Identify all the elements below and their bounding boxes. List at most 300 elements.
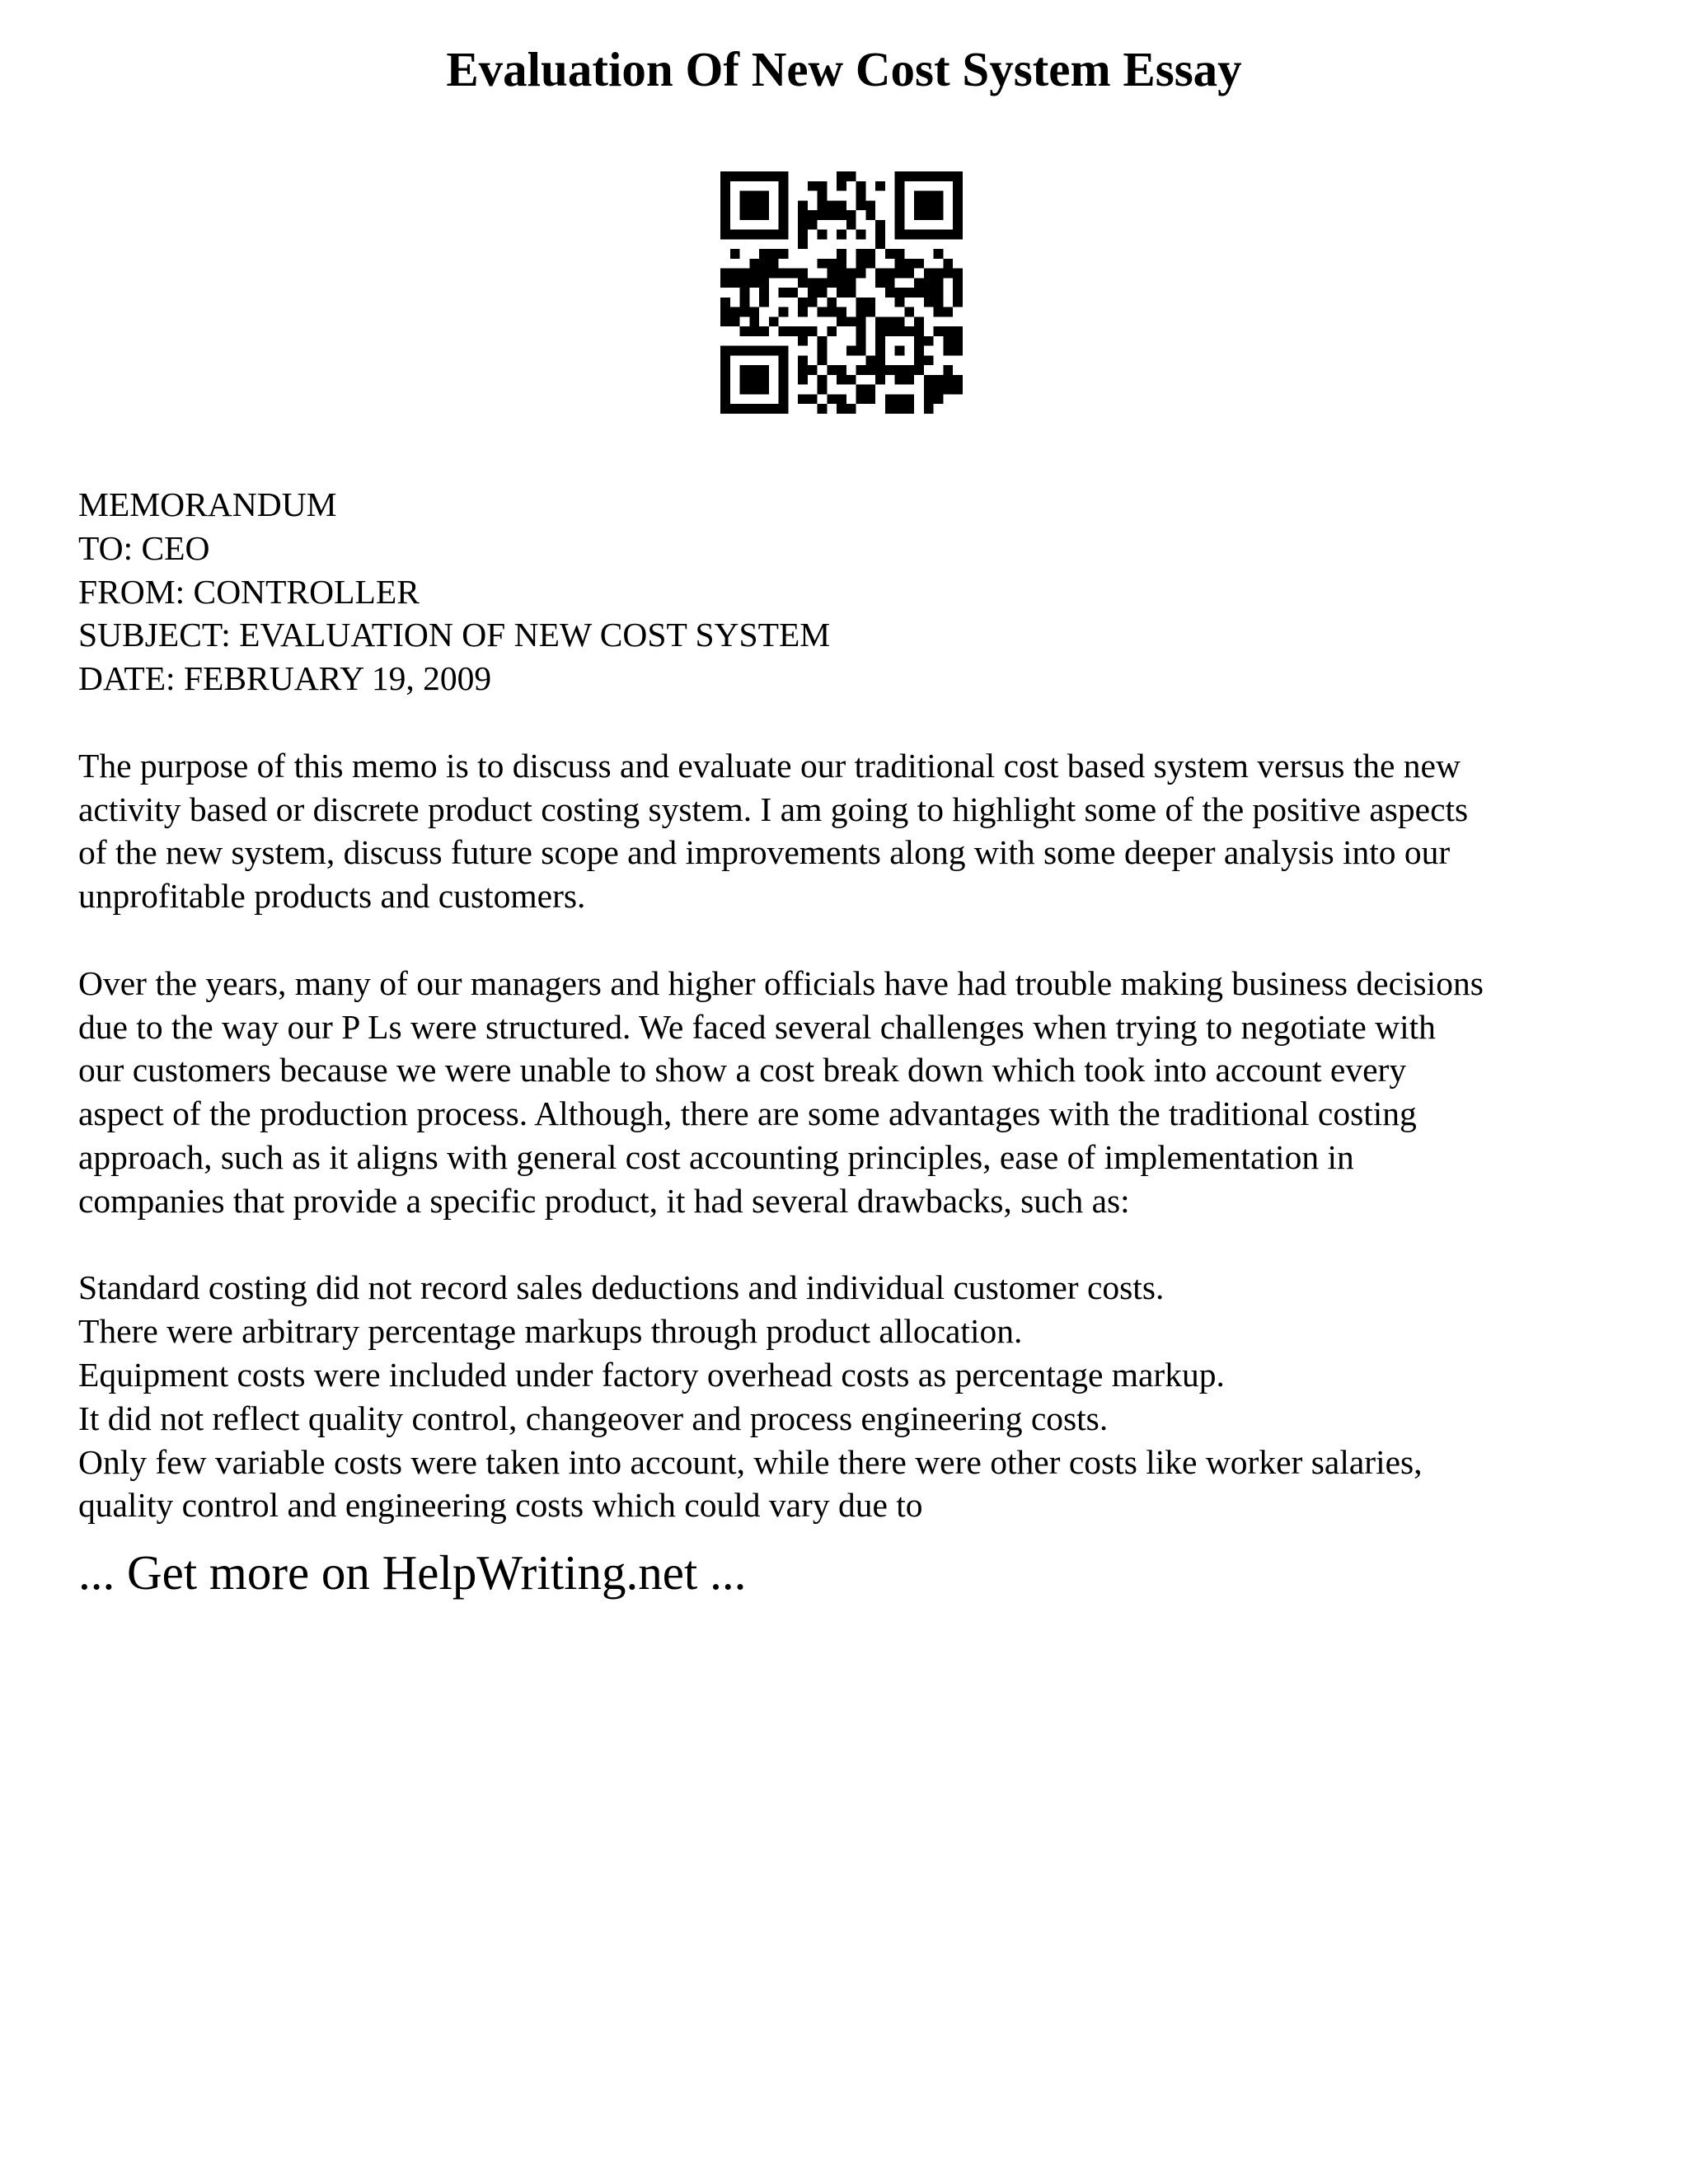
qr-module xyxy=(759,326,769,336)
qr-module xyxy=(837,375,846,385)
qr-module xyxy=(827,210,837,220)
qr-module xyxy=(904,171,914,181)
qr-module xyxy=(798,375,808,385)
qr-module xyxy=(779,385,789,395)
qr-module xyxy=(720,210,730,220)
qr-module xyxy=(730,346,740,356)
qr-module xyxy=(769,346,779,356)
drawbacks-list xyxy=(78,1266,1636,1527)
paragraph-background xyxy=(78,962,1636,1223)
drawback-item: Only few variable costs were taken into account, while there were other costs like worker salaries, xyxy=(78,1442,1423,1481)
qr-module xyxy=(895,220,905,230)
qr-code-graphic xyxy=(720,171,963,414)
qr-module xyxy=(914,316,924,326)
qr-module xyxy=(837,249,846,259)
qr-module xyxy=(827,278,837,288)
qr-module xyxy=(818,404,828,414)
qr-module xyxy=(875,181,885,191)
qr-module xyxy=(934,307,944,317)
qr-module xyxy=(740,346,750,356)
qr-module xyxy=(924,278,934,288)
qr-module xyxy=(953,181,963,191)
qr-module xyxy=(749,375,759,385)
qr-module xyxy=(914,171,924,181)
qr-module xyxy=(904,394,914,404)
qr-module xyxy=(934,210,944,220)
qr-module xyxy=(720,375,730,385)
qr-module xyxy=(914,288,924,298)
qr-module xyxy=(895,375,905,385)
qr-module xyxy=(953,375,963,385)
qr-module xyxy=(914,346,924,356)
qr-module xyxy=(934,200,944,210)
qr-module xyxy=(740,288,750,298)
qr-module xyxy=(740,404,750,414)
qr-module xyxy=(846,269,856,279)
paragraph-line: unprofitable products and customers. xyxy=(78,877,586,916)
qr-module xyxy=(798,239,808,249)
qr-module xyxy=(740,375,750,385)
qr-module xyxy=(720,298,730,307)
qr-module xyxy=(779,375,789,385)
qr-module xyxy=(720,181,730,191)
qr-module xyxy=(798,278,808,288)
qr-module xyxy=(798,269,808,279)
qr-module xyxy=(720,230,730,240)
qr-module xyxy=(895,191,905,201)
qr-module xyxy=(749,171,759,181)
qr-module xyxy=(914,210,924,220)
qr-module xyxy=(885,365,895,375)
qr-module xyxy=(837,269,846,279)
qr-module xyxy=(788,269,798,279)
qr-module xyxy=(740,269,750,279)
qr-module xyxy=(904,230,914,240)
qr-module xyxy=(740,191,750,201)
paragraph-purpose xyxy=(78,744,1636,918)
qr-module xyxy=(895,404,905,414)
qr-module xyxy=(740,326,750,336)
qr-module xyxy=(730,249,740,259)
qr-module xyxy=(808,326,818,336)
memo-header-line: TO: CEO xyxy=(78,528,210,567)
qr-module xyxy=(914,326,924,336)
qr-module xyxy=(808,220,818,230)
qr-module xyxy=(856,316,866,326)
qr-module xyxy=(818,278,828,288)
drawback-item: There were arbitrary percentage markups through product allocation. xyxy=(78,1312,1023,1351)
qr-module xyxy=(749,404,759,414)
qr-module xyxy=(934,269,944,279)
qr-module xyxy=(730,316,740,326)
qr-module xyxy=(924,336,934,346)
qr-module xyxy=(856,181,866,191)
qr-module xyxy=(798,355,808,365)
qr-module xyxy=(759,385,769,395)
qr-module xyxy=(759,259,769,269)
qr-module xyxy=(953,210,963,220)
qr-module xyxy=(837,210,846,220)
qr-module xyxy=(934,278,944,288)
qr-module xyxy=(740,230,750,240)
qr-module xyxy=(953,336,963,346)
qr-module xyxy=(865,259,875,269)
qr-module xyxy=(885,316,895,326)
qr-module xyxy=(943,336,953,346)
paragraph-gap xyxy=(78,918,1636,962)
qr-module xyxy=(953,346,963,356)
qr-module xyxy=(779,230,789,240)
qr-module xyxy=(895,210,905,220)
paragraph-gap xyxy=(78,1223,1636,1267)
qr-module xyxy=(749,316,759,326)
qr-module xyxy=(808,181,818,191)
qr-module xyxy=(798,365,808,375)
qr-module xyxy=(943,307,953,317)
qr-module xyxy=(885,249,895,259)
qr-module xyxy=(904,307,914,317)
qr-module xyxy=(856,394,866,404)
qr-module xyxy=(934,385,944,395)
qr-module xyxy=(759,375,769,385)
qr-module xyxy=(759,288,769,298)
qr-module xyxy=(779,307,789,317)
qr-module xyxy=(788,288,798,298)
qr-module xyxy=(720,200,730,210)
qr-module xyxy=(875,316,885,326)
qr-module xyxy=(856,230,866,240)
qr-module xyxy=(798,220,808,230)
qr-module xyxy=(953,288,963,298)
qr-module xyxy=(895,316,905,326)
qr-module xyxy=(779,346,789,356)
qr-module xyxy=(856,259,866,269)
qr-module xyxy=(895,230,905,240)
qr-module xyxy=(730,404,740,414)
qr-module xyxy=(943,346,953,356)
qr-module xyxy=(798,230,808,240)
qr-module xyxy=(934,171,944,181)
qr-module xyxy=(798,298,808,307)
qr-module xyxy=(749,346,759,356)
qr-module xyxy=(837,307,846,317)
qr-module xyxy=(914,191,924,201)
qr-module xyxy=(924,375,934,385)
qr-module xyxy=(934,288,944,298)
qr-module xyxy=(865,385,875,395)
qr-module xyxy=(924,191,934,201)
qr-module xyxy=(895,298,905,307)
qr-module xyxy=(846,171,856,181)
qr-module xyxy=(875,230,885,240)
qr-module xyxy=(914,336,924,346)
qr-module xyxy=(759,171,769,181)
qr-module xyxy=(953,220,963,230)
qr-module xyxy=(769,171,779,181)
qr-module xyxy=(953,269,963,279)
qr-module xyxy=(720,316,730,326)
qr-module xyxy=(914,365,924,375)
qr-module xyxy=(779,404,789,414)
qr-module xyxy=(837,278,846,288)
qr-module xyxy=(837,230,846,240)
memo-body xyxy=(78,483,1636,1527)
qr-module xyxy=(934,394,944,404)
qr-module xyxy=(885,404,895,414)
qr-module xyxy=(779,191,789,201)
qr-module xyxy=(720,307,730,317)
qr-module xyxy=(808,278,818,288)
qr-module xyxy=(895,394,905,404)
qr-module xyxy=(720,355,730,365)
qr-module xyxy=(904,288,914,298)
qr-module xyxy=(740,171,750,181)
qr-module xyxy=(895,326,905,336)
qr-module xyxy=(875,278,885,288)
qr-module xyxy=(875,365,885,375)
qr-module xyxy=(827,365,837,375)
qr-module xyxy=(885,326,895,336)
qr-module xyxy=(818,346,828,356)
qr-module xyxy=(720,269,730,279)
qr-module xyxy=(914,200,924,210)
qr-module xyxy=(895,288,905,298)
qr-module xyxy=(779,171,789,181)
drawback-item: It did not reflect quality control, changeover and process engineering costs. xyxy=(78,1399,1109,1437)
qr-module xyxy=(895,365,905,375)
qr-module xyxy=(953,191,963,201)
paragraph-line: aspect of the production process. Although, there are some advantages with the traditional costing xyxy=(78,1094,1417,1133)
qr-module xyxy=(865,365,875,375)
qr-module xyxy=(924,269,934,279)
qr-module xyxy=(924,298,934,307)
qr-module xyxy=(953,200,963,210)
drawback-item: Equipment costs were included under factory overhead costs as percentage markup. xyxy=(78,1355,1225,1394)
qr-module xyxy=(837,171,846,181)
qr-module xyxy=(769,249,779,259)
qr-module xyxy=(798,200,808,210)
drawback-item: quality control and engineering costs which could vary due to xyxy=(78,1486,923,1525)
qr-module xyxy=(856,249,866,259)
qr-module xyxy=(818,230,828,240)
qr-module xyxy=(914,230,924,240)
qr-module xyxy=(759,298,769,307)
qr-module xyxy=(943,269,953,279)
qr-module xyxy=(779,181,789,191)
qr-module xyxy=(934,191,944,201)
qr-module xyxy=(779,249,789,259)
qr-module xyxy=(788,326,798,336)
qr-module xyxy=(943,385,953,395)
qr-module xyxy=(808,210,818,220)
qr-module xyxy=(759,249,769,259)
qr-module xyxy=(779,355,789,365)
qr-module xyxy=(885,269,895,279)
qr-module xyxy=(924,385,934,395)
qr-module xyxy=(818,288,828,298)
qr-module xyxy=(934,298,944,307)
qr-module xyxy=(769,269,779,279)
qr-module xyxy=(798,210,808,220)
qr-module xyxy=(904,326,914,336)
qr-module xyxy=(730,230,740,240)
qr-module xyxy=(818,375,828,385)
qr-module xyxy=(769,316,779,326)
qr-module xyxy=(818,200,828,210)
qr-module xyxy=(818,181,828,191)
qr-module xyxy=(827,259,837,269)
memo-header-line: FROM: CONTROLLER xyxy=(78,572,420,611)
qr-module xyxy=(749,326,759,336)
qr-module xyxy=(895,249,905,259)
qr-module xyxy=(779,288,789,298)
qr-module xyxy=(914,355,924,365)
qr-module xyxy=(749,307,759,317)
qr-module xyxy=(875,336,885,346)
qr-module xyxy=(818,336,828,346)
qr-module xyxy=(808,288,818,298)
paragraph-line: approach, such as it aligns with general cost accounting principles, ease of implementation in xyxy=(78,1137,1354,1176)
qr-module xyxy=(808,394,818,404)
memo-header-line: MEMORANDUM xyxy=(78,485,337,523)
qr-module xyxy=(914,278,924,288)
qr-module xyxy=(759,200,769,210)
qr-module xyxy=(827,200,837,210)
qr-module xyxy=(904,365,914,375)
qr-module xyxy=(759,346,769,356)
qr-module xyxy=(943,375,953,385)
qr-module xyxy=(846,316,856,326)
qr-module xyxy=(846,404,856,414)
paragraph-line: Over the years, many of our managers and higher officials have had trouble making business decisions xyxy=(78,963,1484,1002)
qr-module xyxy=(759,278,769,288)
qr-module xyxy=(730,278,740,288)
qr-module xyxy=(779,326,789,336)
qr-module xyxy=(749,191,759,201)
qr-module xyxy=(779,200,789,210)
qr-module xyxy=(827,307,837,317)
paragraph-line: The purpose of this memo is to discuss and evaluate our traditional cost based system versus the new xyxy=(78,746,1461,785)
qr-module xyxy=(846,346,856,356)
qr-module xyxy=(749,200,759,210)
qr-module xyxy=(914,259,924,269)
qr-module xyxy=(720,220,730,230)
qr-module xyxy=(856,200,866,210)
qr-module xyxy=(875,355,885,365)
qr-module xyxy=(720,365,730,375)
qr-module xyxy=(818,259,828,269)
qr-module xyxy=(865,394,875,404)
qr-module xyxy=(837,200,846,210)
qr-module xyxy=(749,259,759,269)
qr-module xyxy=(865,298,875,307)
paragraph-line: of the new system, discuss future scope and improvements along with some deeper analysis into our xyxy=(78,833,1451,872)
qr-module xyxy=(730,269,740,279)
qr-module xyxy=(759,365,769,375)
qr-module xyxy=(924,230,934,240)
qr-module xyxy=(953,385,963,395)
qr-module xyxy=(749,230,759,240)
qr-module xyxy=(779,394,789,404)
qr-module xyxy=(875,269,885,279)
qr-module xyxy=(818,355,828,365)
memo-header-line: SUBJECT: EVALUATION OF NEW COST SYSTEM xyxy=(78,616,831,654)
qr-module xyxy=(875,239,885,249)
qr-module xyxy=(720,278,730,288)
get-more-link[interactable]: ... Get more on HelpWriting.net ... xyxy=(78,1545,747,1600)
qr-module xyxy=(720,404,730,414)
qr-module xyxy=(837,365,846,375)
qr-module xyxy=(740,210,750,220)
qr-module xyxy=(846,210,856,220)
qr-module xyxy=(759,269,769,279)
qr-module xyxy=(769,230,779,240)
qr-module xyxy=(943,230,953,240)
qr-module xyxy=(740,200,750,210)
qr-module xyxy=(720,394,730,404)
qr-module xyxy=(943,365,953,375)
qr-module xyxy=(924,394,934,404)
qr-module xyxy=(895,171,905,181)
qr-module xyxy=(837,316,846,326)
qr-module xyxy=(865,355,875,365)
paragraph-gap xyxy=(78,701,1636,744)
qr-module xyxy=(827,269,837,279)
qr-module xyxy=(865,210,875,220)
qr-module xyxy=(749,278,759,288)
qr-module xyxy=(895,346,905,356)
qr-module xyxy=(720,171,730,181)
qr-module xyxy=(875,346,885,356)
qr-module xyxy=(895,269,905,279)
qr-module xyxy=(953,171,963,181)
paragraph-line: companies that provide a specific product, it had several drawbacks, such as: xyxy=(78,1181,1130,1220)
qr-module xyxy=(885,278,895,288)
qr-module xyxy=(953,230,963,240)
qr-module xyxy=(875,375,885,385)
qr-module xyxy=(798,336,808,346)
qr-module xyxy=(865,307,875,317)
qr-module xyxy=(953,298,963,307)
qr-module xyxy=(856,346,866,356)
qr-module xyxy=(749,385,759,395)
qr-module xyxy=(808,298,818,307)
qr-module xyxy=(827,394,837,404)
qr-module xyxy=(749,365,759,375)
qr-module xyxy=(740,278,750,288)
qr-module xyxy=(749,269,759,279)
qr-module xyxy=(846,375,856,385)
qr-module xyxy=(779,365,789,375)
document-title: Evaluation Of New Cost System Essay xyxy=(446,42,1242,96)
paragraph-line: activity based or discrete product costing system. I am going to highlight some of the positive aspects xyxy=(78,790,1469,828)
qr-module xyxy=(759,230,769,240)
qr-module xyxy=(846,220,856,230)
memo-header-line: DATE: FEBRUARY 19, 2009 xyxy=(78,659,492,698)
qr-module xyxy=(720,385,730,395)
qr-module xyxy=(769,259,779,269)
qr-module xyxy=(885,394,895,404)
qr-module xyxy=(865,249,875,259)
qr-module xyxy=(740,385,750,395)
qr-module xyxy=(934,326,944,336)
qr-module xyxy=(924,404,934,414)
qr-module xyxy=(749,210,759,220)
qr-module xyxy=(769,404,779,414)
qr-module xyxy=(856,298,866,307)
qr-module xyxy=(904,259,914,269)
qr-module xyxy=(798,326,808,336)
